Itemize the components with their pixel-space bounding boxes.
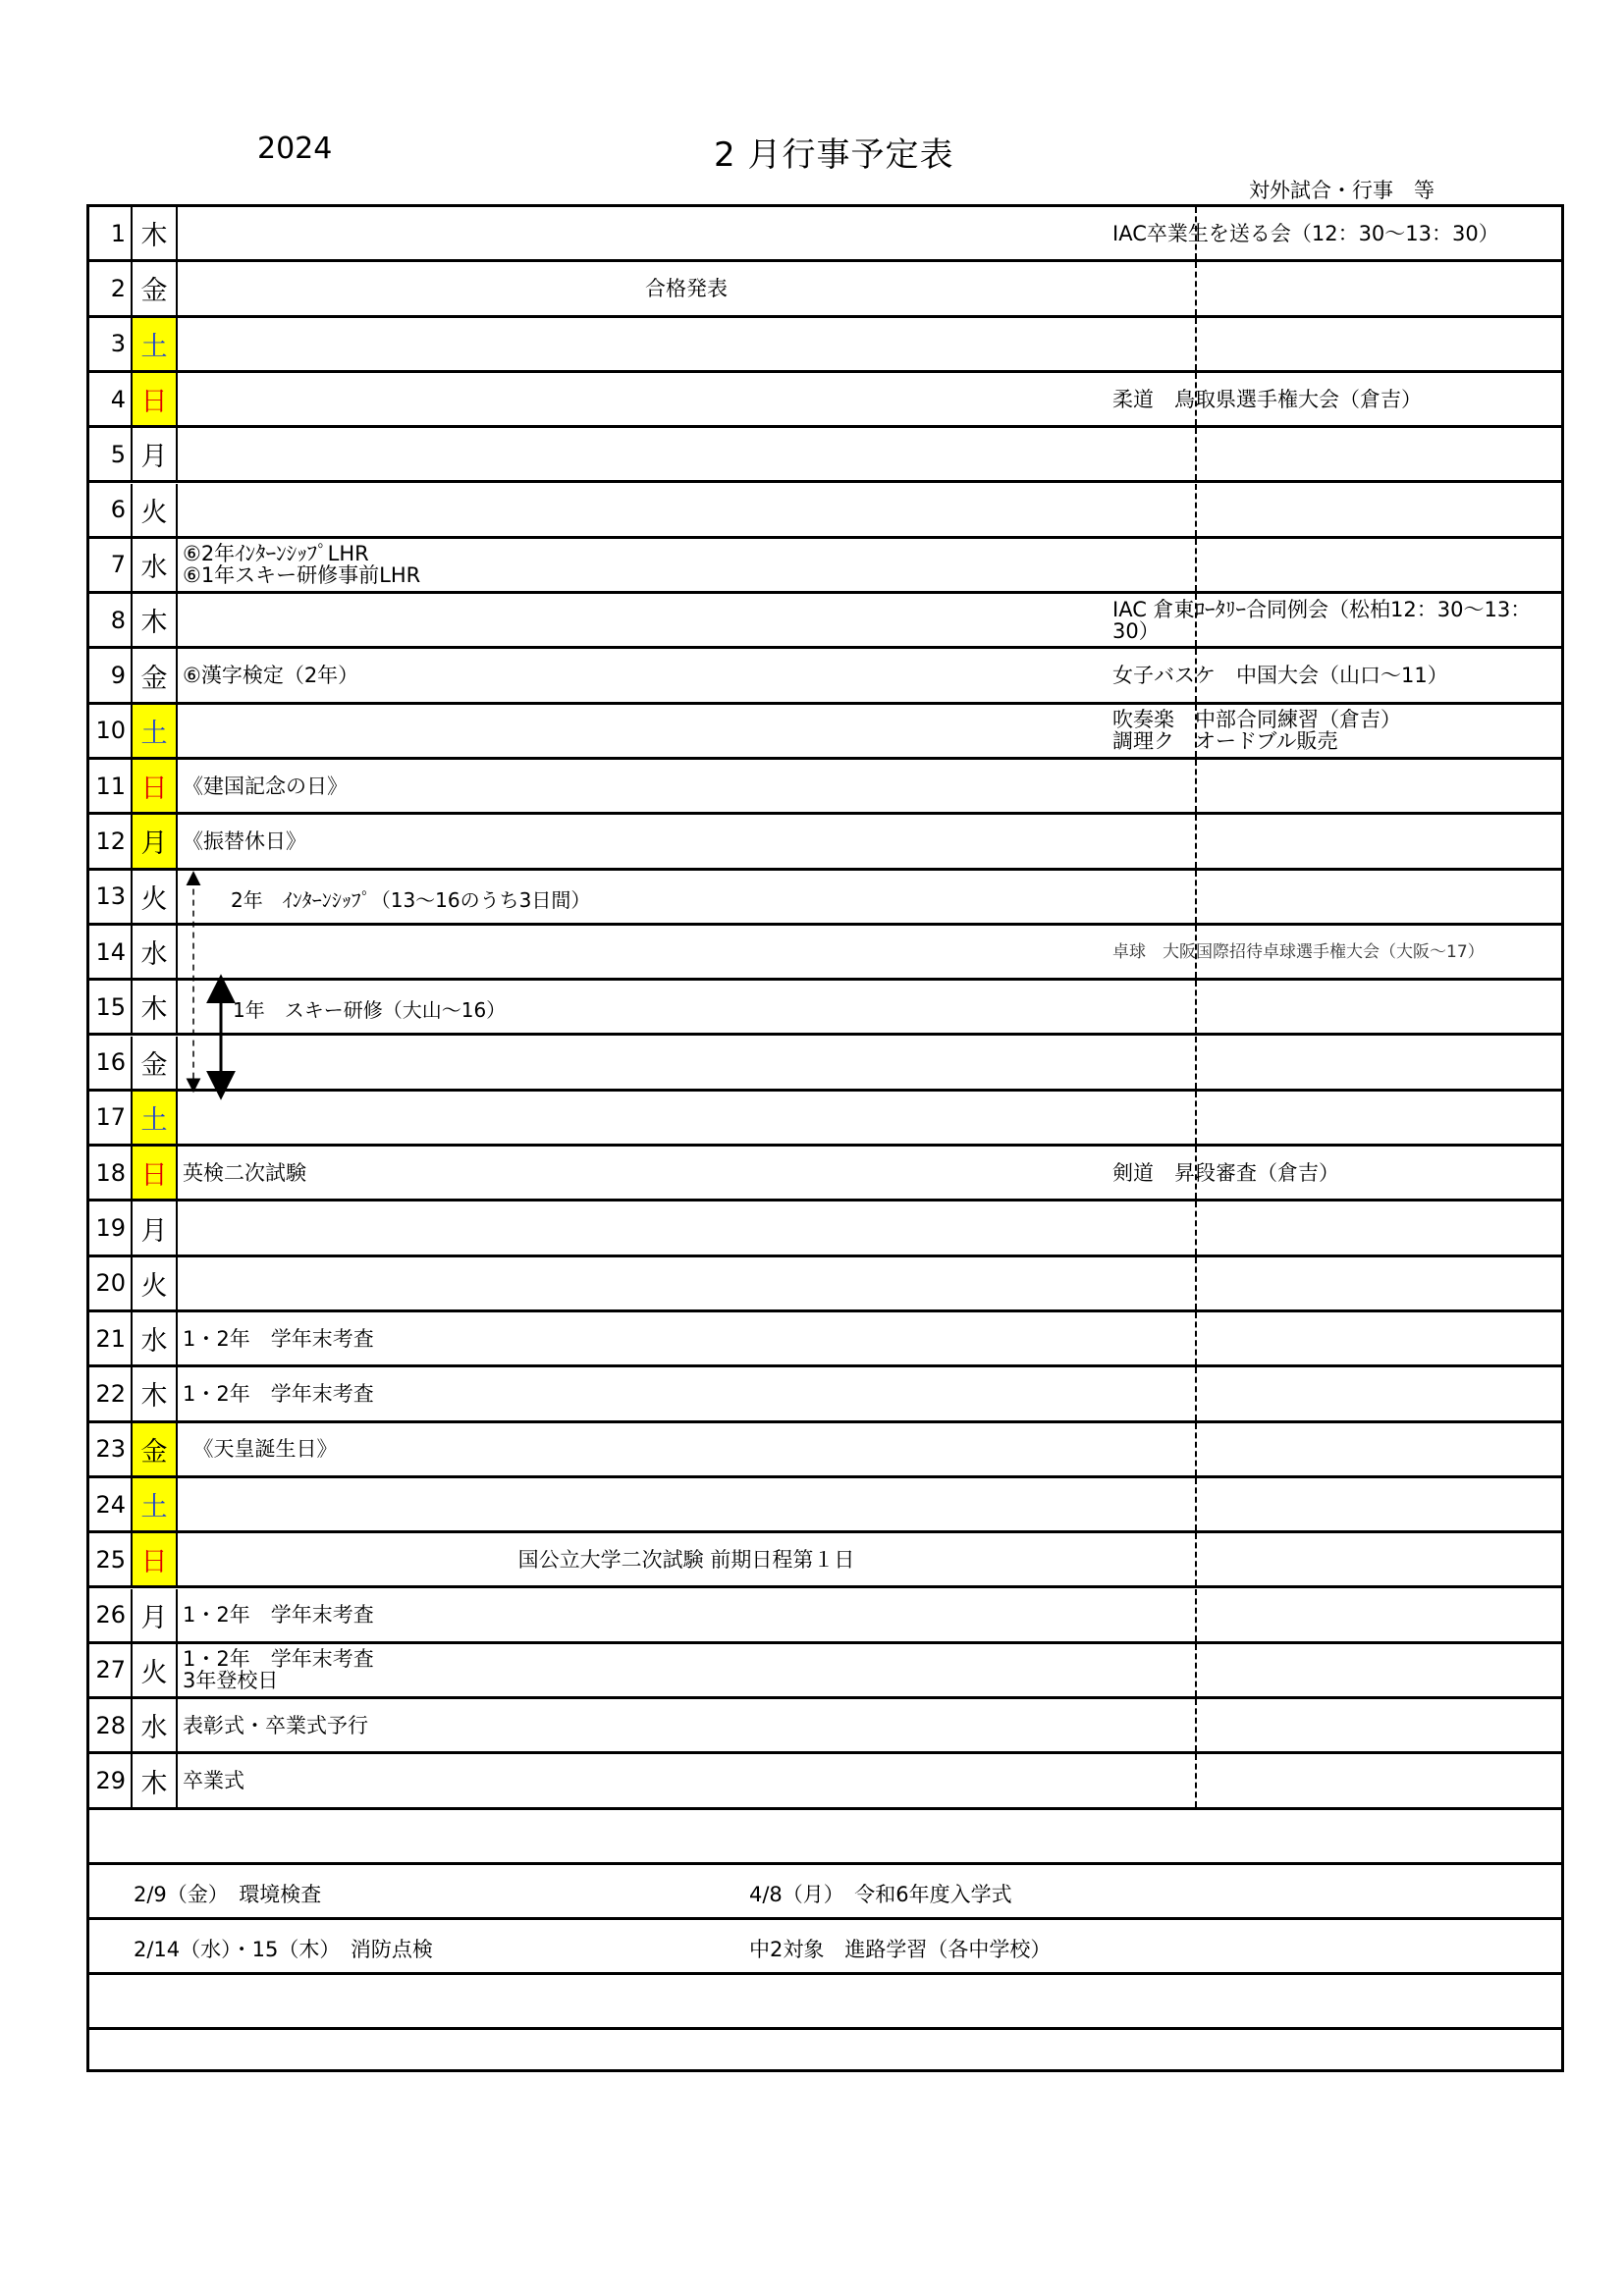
date-cell: 22 — [89, 1367, 133, 1419]
date-cell: 14 — [89, 926, 133, 978]
weekday-cell: 水 — [133, 1312, 178, 1364]
date-cell: 27 — [89, 1644, 133, 1696]
weekday-cell: 土 — [133, 318, 178, 370]
date-cell: 5 — [89, 428, 133, 480]
weekday-cell: 日 — [133, 373, 178, 425]
weekday-cell: 水 — [133, 1699, 178, 1751]
weekday-cell: 月 — [133, 815, 178, 867]
date-cell: 21 — [89, 1312, 133, 1364]
date-cell: 4 — [89, 373, 133, 425]
weekday-cell: 土 — [133, 1092, 178, 1144]
date-cell: 24 — [89, 1478, 133, 1530]
date-cell: 23 — [89, 1423, 133, 1475]
external-event-text: IAC卒業生を送る会（12：30～13：30） — [1112, 221, 1499, 245]
event-text: 表彰式・卒業式予行 — [183, 1713, 368, 1737]
date-cell: 3 — [89, 318, 133, 370]
weekday-cell: 金 — [133, 649, 178, 701]
date-cell: 10 — [89, 705, 133, 757]
note-left: 2/9（金） 環境検査 — [134, 1882, 322, 1906]
date-cell: 11 — [89, 760, 133, 812]
weekday-cell: 水 — [133, 926, 178, 978]
external-event-text: 吹奏楽 中部合同練習（倉吉） — [1112, 708, 1401, 732]
event-text: ⑥漢字検定（2年） — [183, 664, 359, 688]
date-cell: 7 — [89, 539, 133, 591]
external-event-text: 柔道 鳥取県選手権大会（倉吉） — [1112, 387, 1422, 411]
weekday-cell: 月 — [133, 1589, 178, 1641]
date-cell: 1 — [89, 207, 133, 259]
external-events-heading: 対外試合・行事 等 — [1249, 179, 1435, 202]
weekday-cell: 火 — [133, 871, 178, 923]
external-event-text: 剣道 昇段審査（倉吉） — [1112, 1160, 1339, 1185]
weekday-cell: 火 — [133, 484, 178, 536]
external-event-text: 30） — [1112, 618, 1160, 643]
event-text: 国公立大学二次試験 前期日程第１日 — [517, 1547, 855, 1572]
event-text: ⑥1年スキー研修事前LHR — [183, 563, 421, 588]
weekday-cell: 木 — [133, 1367, 178, 1419]
weekday-cell: 木 — [133, 981, 178, 1033]
note-left: 2/14（水）・15（木） 消防点検 — [134, 1937, 433, 1961]
weekday-cell: 日 — [133, 1533, 178, 1585]
date-cell: 9 — [89, 649, 133, 701]
weekday-cell: 木 — [133, 207, 178, 259]
date-cell: 12 — [89, 815, 133, 867]
date-cell: 13 — [89, 871, 133, 923]
date-cell: 15 — [89, 981, 133, 1033]
span-event-label: 2年 ｲﾝﾀｰﾝｼｯﾌﾟ（13～16のうち3日間） — [231, 887, 591, 912]
date-cell: 20 — [89, 1257, 133, 1309]
event-text: 《振替休日》 — [183, 828, 306, 853]
external-event-text: 卓球 大阪国際招待卓球選手権大会（大阪～17） — [1112, 941, 1485, 962]
page-title: 2 月行事予定表 — [714, 135, 954, 175]
weekday-cell: 日 — [133, 1147, 178, 1199]
date-cell: 29 — [89, 1754, 133, 1806]
span-arrows — [89, 207, 1561, 2072]
date-cell: 2 — [89, 262, 133, 314]
weekday-cell: 土 — [133, 705, 178, 757]
span-event-label: 1年 スキー研修（大山～16） — [233, 998, 507, 1023]
weekday-cell: 金 — [133, 1037, 178, 1089]
weekday-cell: 金 — [133, 1423, 178, 1475]
external-event-text: 調理ク オードブル販売 — [1112, 729, 1338, 754]
date-cell: 16 — [89, 1037, 133, 1089]
weekday-cell: 土 — [133, 1478, 178, 1530]
schedule-table — [86, 204, 1564, 2072]
event-text: 英検二次試験 — [183, 1160, 306, 1185]
note-right: 中2対象 進路学習（各中学校） — [749, 1937, 1052, 1961]
year: 2024 — [257, 132, 333, 166]
date-cell: 18 — [89, 1147, 133, 1199]
event-text: 3年登校日 — [183, 1669, 279, 1693]
date-cell: 17 — [89, 1092, 133, 1144]
weekday-cell: 木 — [133, 594, 178, 646]
weekday-cell: 金 — [133, 262, 178, 314]
external-event-text: 女子バスケ 中国大会（山口～11） — [1112, 664, 1448, 688]
date-cell: 6 — [89, 484, 133, 536]
weekday-cell: 火 — [133, 1257, 178, 1309]
weekday-cell: 水 — [133, 539, 178, 591]
event-text: 1・2年 学年末考査 — [183, 1647, 374, 1672]
date-cell: 26 — [89, 1589, 133, 1641]
date-cell: 28 — [89, 1699, 133, 1751]
weekday-cell: 日 — [133, 760, 178, 812]
date-cell: 8 — [89, 594, 133, 646]
event-text: 卒業式 — [183, 1769, 244, 1793]
note-right: 4/8（月） 令和6年度入学式 — [749, 1882, 1012, 1906]
date-cell: 25 — [89, 1533, 133, 1585]
event-text: 合格発表 — [645, 276, 728, 300]
event-text: ⑥2年ｲﾝﾀｰﾝｼｯﾌﾟLHR — [183, 542, 369, 566]
event-text: 1・2年 学年末考査 — [183, 1326, 374, 1351]
event-text: 《建国記念の日》 — [183, 774, 348, 798]
event-text: 《天皇誕生日》 — [183, 1437, 338, 1462]
weekday-cell: 木 — [133, 1754, 178, 1806]
external-event-text: IAC 倉東ﾛｰﾀﾘｰ合同例会（松柏12：30～13： — [1112, 597, 1532, 621]
date-cell: 19 — [89, 1201, 133, 1254]
weekday-cell: 月 — [133, 428, 178, 480]
event-text: 1・2年 学年末考査 — [183, 1381, 374, 1406]
event-text: 1・2年 学年末考査 — [183, 1603, 374, 1628]
weekday-cell: 火 — [133, 1644, 178, 1696]
weekday-cell: 月 — [133, 1201, 178, 1254]
